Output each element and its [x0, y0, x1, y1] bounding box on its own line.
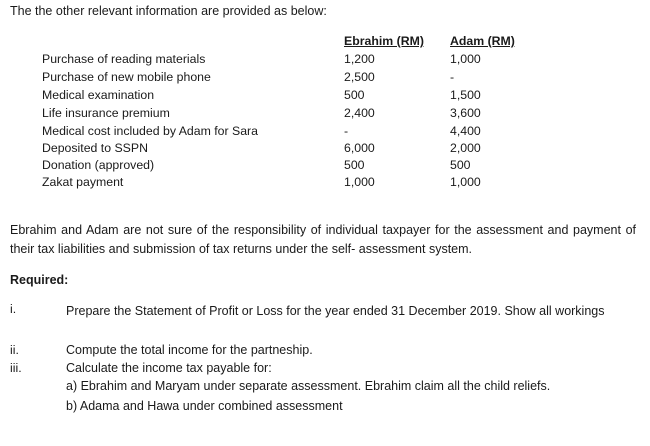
row-label: Deposited to SSPN: [42, 141, 148, 155]
ebrahim-value: -: [344, 124, 349, 138]
question-text: Calculate the income tax payable for:: [66, 361, 272, 375]
adam-value: 2,000: [450, 141, 481, 155]
ebrahim-value: 1,000: [344, 175, 375, 189]
question-number: ii.: [10, 343, 19, 357]
question-text: Prepare the Statement of Profit or Loss for the year ended 31 December 2019. Show all workings: [66, 304, 605, 318]
row-label: Life insurance premium: [42, 106, 170, 120]
adam-value: 1,000: [450, 52, 481, 66]
row-label: Purchase of reading materials: [42, 52, 206, 66]
adam-value: 1,500: [450, 88, 481, 102]
adam-value: 3,600: [450, 106, 481, 120]
ebrahim-value: 500: [344, 158, 365, 172]
sub-question: a) Ebrahim and Maryam under separate assessment. Ebrahim claim all the child reliefs.: [66, 379, 551, 393]
adam-value: 1,000: [450, 175, 481, 189]
ebrahim-value: 500: [344, 88, 365, 102]
context-paragraph: Ebrahim and Adam are not sure of the responsibility of individual taxpayer for the assessment and payment of their tax liabilities and submission of tax returns under the self- assessment system.: [10, 223, 636, 256]
row-label: Purchase of new mobile phone: [42, 70, 211, 84]
adam-value: -: [450, 70, 455, 84]
ebrahim-value: 6,000: [344, 141, 375, 155]
intro-text: The the other relevant information are provided as below:: [10, 4, 327, 18]
ebrahim-value: 2,500: [344, 70, 375, 84]
adam-value: 500: [450, 158, 471, 172]
adam-value: 4,400: [450, 124, 481, 138]
column-header-adam: Adam (RM): [450, 34, 515, 48]
ebrahim-value: 1,200: [344, 52, 375, 66]
question-text: Compute the total income for the partneship.: [66, 343, 313, 357]
ebrahim-value: 2,400: [344, 106, 375, 120]
sub-question: b) Adama and Hawa under combined assessment: [66, 399, 343, 413]
row-label: Zakat payment: [42, 175, 124, 189]
required-heading: Required:: [10, 273, 69, 287]
question-number: i.: [10, 302, 17, 316]
row-label: Medical cost included by Adam for Sara: [42, 124, 258, 138]
question-number: iii.: [10, 361, 22, 375]
row-label: Donation (approved): [42, 158, 155, 172]
row-label: Medical examination: [42, 88, 155, 102]
column-header-ebrahim: Ebrahim (RM): [344, 34, 424, 48]
